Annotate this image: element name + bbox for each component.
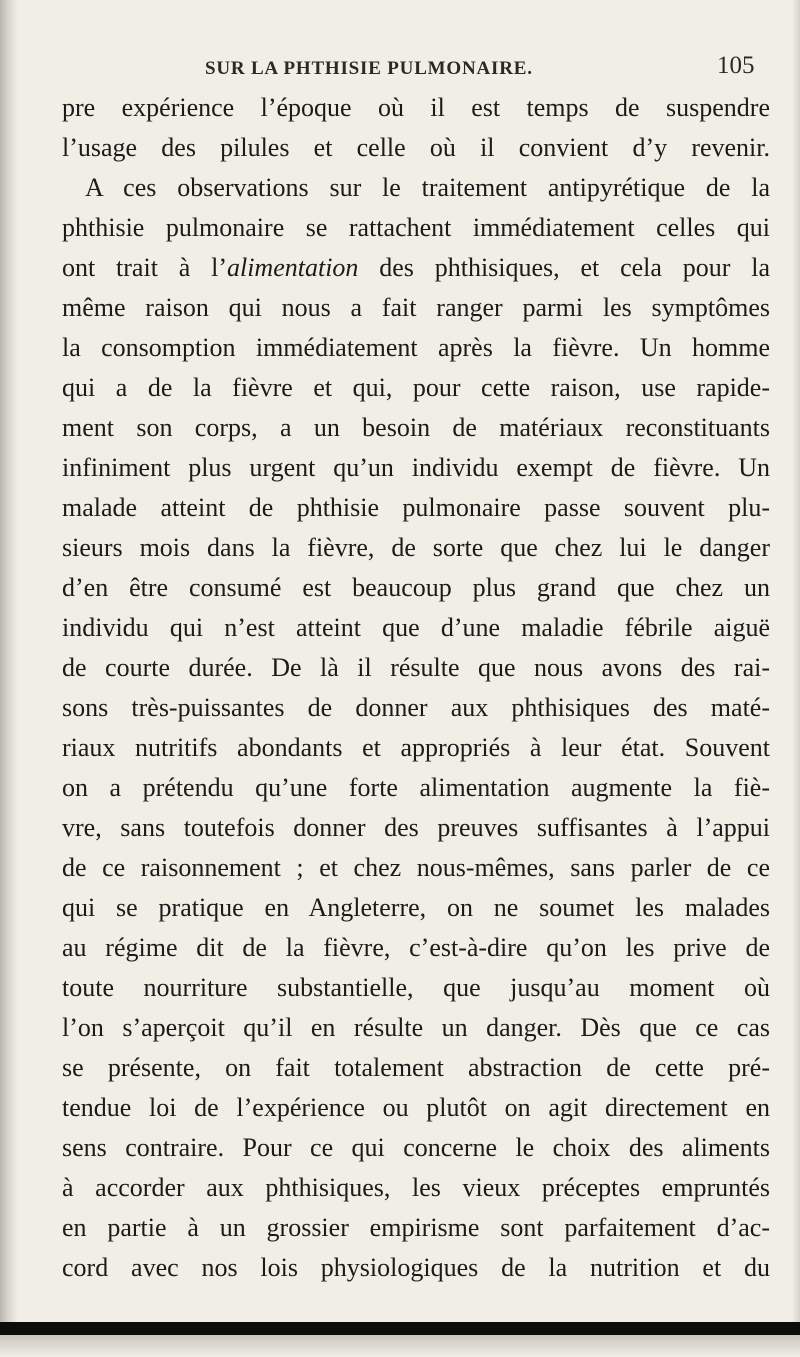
text-line: cord avec nos lois physiologiques de la nutrition et du xyxy=(62,1253,770,1282)
text-line: qui se pratique en Angleterre, on ne soumet les malades xyxy=(62,893,770,922)
text-line: de courte durée. De là il résulte que nous avons des rai- xyxy=(62,653,770,682)
text-line: d’en être consumé est beaucoup plus grand que chez un xyxy=(62,573,770,602)
text-line: toute nourriture substantielle, que jusqu’au moment où xyxy=(62,973,770,1002)
running-head: SUR LA PHTHISIE PULMONAIRE. xyxy=(205,58,533,79)
text-line: tendue loi de l’expérience ou plutôt on agit directement en xyxy=(62,1093,770,1122)
text-line: sens contraire. Pour ce qui concerne le choix des aliments xyxy=(62,1133,770,1162)
bottom-border-bar xyxy=(0,1322,800,1335)
text-line: l’usage des pilules et celle où il convient d’y revenir. xyxy=(62,133,770,162)
text-line: sons très-puissantes de donner aux phthisiques des maté- xyxy=(62,693,770,722)
text-line: individu qui n’est atteint que d’une maladie fébrile aiguë xyxy=(62,613,770,642)
text-line: en partie à un grossier empirisme sont parfaitement d’ac- xyxy=(62,1213,770,1242)
page-number: 105 xyxy=(717,52,755,79)
text-line: à accorder aux phthisiques, les vieux préceptes empruntés xyxy=(62,1173,770,1202)
text-line: infiniment plus urgent qu’un individu exempt de fièvre. Un xyxy=(62,453,770,482)
text-line: vre, sans toutefois donner des preuves suffisantes à l’appui xyxy=(62,813,770,842)
text-line: de ce raisonnement ; et chez nous-mêmes, sans parler de ce xyxy=(62,853,770,882)
text-line: qui a de la fièvre et qui, pour cette raison, use rapide- xyxy=(62,373,770,402)
text-line: ment son corps, a un besoin de matériaux reconstituants xyxy=(62,413,770,442)
bottom-edge-shadow xyxy=(0,1335,800,1357)
text-line: on a prétendu qu’une forte alimentation augmente la fiè- xyxy=(62,773,770,802)
text-line: même raison qui nous a fait ranger parmi les symptômes xyxy=(62,293,770,322)
text-line: A ces observations sur le traitement antipyrétique de la xyxy=(85,173,770,202)
text-line: se présente, on fait totalement abstraction de cette pré- xyxy=(62,1053,770,1082)
text-line: l’on s’aperçoit qu’il en résulte un danger. Dès que ce cas xyxy=(62,1013,770,1042)
body-text xyxy=(62,88,770,1288)
text-line: phthisie pulmonaire se rattachent immédiatement celles qui xyxy=(62,213,770,242)
text-line: sieurs mois dans la fièvre, de sorte que chez lui le danger xyxy=(62,533,770,562)
text-line: riaux nutritifs abondants et appropriés à leur état. Souvent xyxy=(62,733,770,762)
page-edge-shadow xyxy=(792,0,800,1357)
text-line: au régime dit de la fièvre, c’est-à-dire qu’on les prive de xyxy=(62,933,770,962)
page-gutter-shadow xyxy=(0,0,18,1357)
text-line: ont trait à l’alimentation des phthisiques, et cela pour la xyxy=(62,253,770,282)
text-line: la consomption immédiatement après la fièvre. Un homme xyxy=(62,333,770,362)
emphasis-alimentation: alimentation xyxy=(226,253,359,282)
text-line: pre expérience l’époque où il est temps de suspendre xyxy=(62,93,770,122)
text-line: malade atteint de phthisie pulmonaire passe souvent plu- xyxy=(62,493,770,522)
